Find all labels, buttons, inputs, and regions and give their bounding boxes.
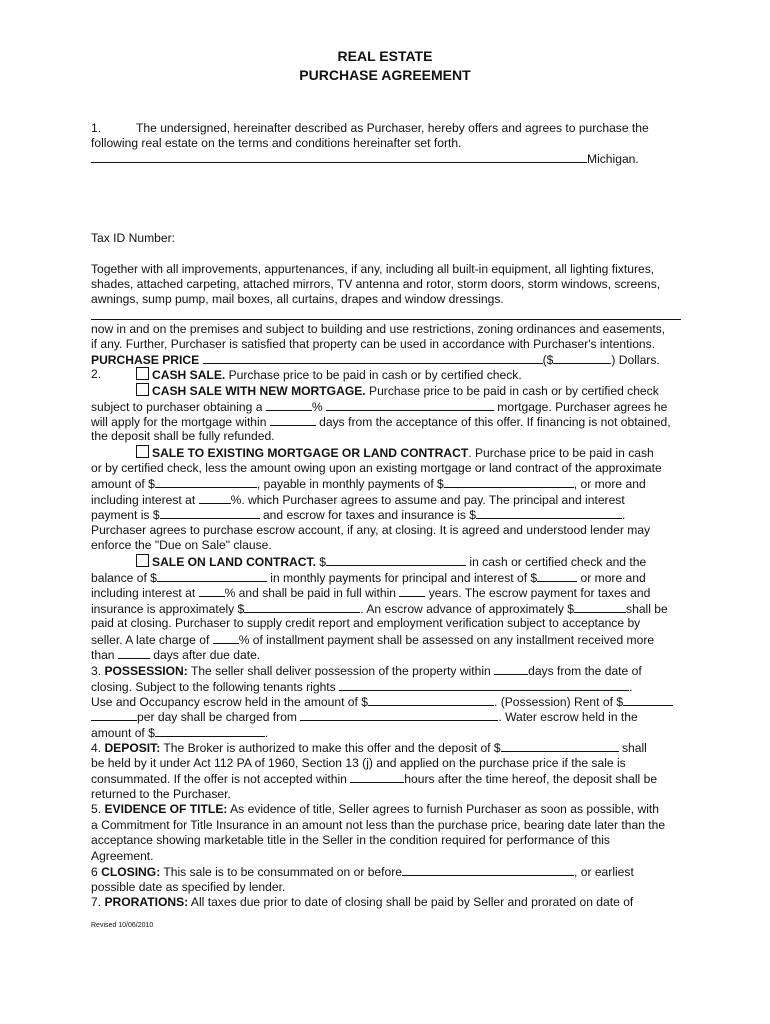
land-contract-line5: paid at closing. Purchaser to supply credit report and employment verification subject to acceptance by [91,616,641,630]
land-contract-line3 [91,585,681,601]
text: or more and [577,571,646,585]
text: 3. [91,664,105,678]
existing-line4 [91,492,681,508]
purchase-price-label: PURCHASE PRICE [91,353,200,367]
text: will apply for the mortgage within [91,415,270,429]
section1-text1: The undersigned, hereinafter described as Purchaser, hereby offers and agrees to purchase the [136,121,649,135]
text: . [264,726,269,740]
title-evidence-line4: Agreement. [91,849,154,863]
text: %. which Purchaser agrees to assume and pay. The principal and interest [230,493,625,507]
text: , or more and [573,477,646,491]
deposit-heading: DEPOSIT: [104,741,161,755]
text: days after due date. [149,648,261,662]
document-title-line1: REAL ESTATE [337,48,433,64]
tenants-rights-field[interactable] [339,679,629,691]
text: balance of $ [91,571,157,585]
together-line2: shades, attached carpeting, attached mirrors, TV antenna and rotor, storm doors, storm windows, screens, [91,277,661,291]
lc-escrow-advance-field[interactable] [574,601,626,613]
cash-sale-heading: CASH SALE. [152,368,226,382]
property-address-field[interactable] [91,151,587,163]
existing-mortgage-text: . Purchase price to be paid in cash [468,446,654,460]
text: 5. [91,802,105,816]
monthly-payment-field[interactable] [444,476,574,488]
existing-line3 [91,476,681,492]
text: Use and Occupancy escrow held in the amount of $ [91,695,368,709]
purchase-price-line [91,352,681,368]
document-title-line2: PURCHASE AGREEMENT [299,67,471,83]
text: amount of $ [91,477,155,491]
text: % and shall be paid in full within [224,586,400,600]
text: % of installment payment shall be assessed on any installment received more [238,633,655,647]
text: $ [315,555,327,569]
possession-line3 [91,694,681,710]
separator-line [91,319,681,320]
together-line3: awnings, sump pump, mail boxes, all curtains, drapes and window dressings. [91,292,504,306]
escrow-amount-field[interactable] [476,507,622,519]
possession-line1 [91,663,681,679]
land-contract-line7 [91,647,681,663]
new-mortgage-line2 [91,399,681,415]
text: shall [618,741,647,755]
text: . [629,680,633,694]
text: . [622,508,626,522]
approx-amount-field[interactable] [155,476,257,488]
existing-line6: Purchaser agrees to purchase escrow account, if any, at closing. It is agreed and understood lender may [91,523,651,537]
occupancy-escrow-field[interactable] [368,694,494,706]
new-mortgage-line4: the deposit shall be fully refunded. [91,429,275,443]
cash-sale-line [91,367,681,382]
lc-cash-field[interactable] [326,554,466,566]
interest-rate-field[interactable] [199,492,231,504]
tax-id-label: Tax ID Number: [91,231,176,245]
late-charge-field[interactable] [213,632,239,644]
mortgage-percent-field[interactable] [266,399,312,411]
lc-years-field[interactable] [399,585,425,597]
text: 4. [91,741,105,755]
text: closing. Subject to the following tenants rights [91,680,340,694]
dollars-label: ) Dollars. [611,353,660,367]
text: days from the acceptance of this offer. If financing is not obtained, [315,415,671,429]
existing-mortgage-checkbox[interactable] [136,445,149,458]
prorations-heading: PRORATIONS: [104,895,189,909]
possession-days-field[interactable] [494,663,528,675]
new-mortgage-checkbox[interactable] [136,383,149,396]
text: shall be [626,602,668,616]
text: insurance is approximately $ [91,602,245,616]
existing-line7: enforce the "Due on Sale" clause. [91,538,272,552]
lc-balance-field[interactable] [157,570,267,582]
existing-mortgage-heading: SALE TO EXISTING MORTGAGE OR LAND CONTRACT [152,446,469,460]
closing-date-field[interactable] [402,864,574,876]
land-contract-line4 [91,601,681,617]
purchase-price-amount-field[interactable] [553,352,611,364]
section2-number: 2. [91,367,102,381]
closing-line1 [91,864,681,880]
text: . An escrow advance of approximately $ [360,602,575,616]
land-contract-checkbox[interactable] [136,554,149,567]
possession-heading: POSSESSION: [104,664,188,678]
text: amount of $ [91,726,155,740]
text: mortgage. Purchaser agrees he [493,400,668,414]
text: subject to purchaser obtaining a [91,400,266,414]
lc-insurance-field[interactable] [244,601,360,613]
section1-line3 [91,151,681,167]
section1-line2: following real estate on the terms and conditions hereinafter set forth. [91,136,462,150]
possession-line2 [91,679,681,695]
text: This sale is to be consummated on or before [160,865,402,879]
new-mortgage-text: Purchase price to be paid in cash or by certified check [365,384,659,398]
rent-per-day-field[interactable] [91,709,137,721]
evidence-of-title-heading: EVIDENCE OF TITLE: [104,802,228,816]
existing-line5 [91,507,681,523]
text: The Broker is authorized to make this offer and the deposit of $ [160,741,501,755]
purchase-price-paren: ($ [542,353,554,367]
prorations-line1 [91,895,681,910]
text: . (Possession) Rent of $ [493,695,624,709]
text: including interest at [91,493,199,507]
possession-line4 [91,709,681,725]
text: years. The escrow payment for taxes and [425,586,651,600]
text: 6 [91,865,102,879]
text: days from the date of [528,664,642,678]
text: in monthly payments for principal and interest of $ [266,571,538,585]
text: As evidence of title, Seller agrees to furnish Purchaser as soon as possible, with [227,802,659,816]
text: 7. [91,895,105,909]
premises-line1: now in and on the premises and subject to building and use restrictions, zoning ordinances and easements, [91,322,666,336]
existing-line2: or by certified check, less the amount owing upon an existing mortgage or land contract of the approximate [91,461,662,475]
premises-line2: if any. Further, Purchaser is satisfied that property can be used in accordance with Purchaser's intentions. [91,337,656,351]
rent-from-field[interactable] [300,709,498,721]
closing-line2: possible date as specified by lender. [91,880,286,894]
closing-heading: CLOSING: [101,865,161,879]
text: in cash or certified check and the [466,555,647,569]
deposit-line2: be held by it under Act 112 PA of 1960, Section 13 (j) and applied on the purchase price if the sale is [91,756,626,770]
text: . Water escrow held in the [498,710,638,724]
title-evidence-line1 [91,802,681,817]
text: % [311,400,326,414]
together-line1: Together with all improvements, appurtenances, if any, including all built-in equipment, all lighting fixtures, [91,262,655,276]
purchase-price-words-field[interactable] [203,352,543,364]
text: , payable in monthly payments of $ [256,477,444,491]
late-days-field[interactable] [118,647,150,659]
mortgage-days-field[interactable] [270,414,316,426]
text: The seller shall deliver possession of the property within [187,664,495,678]
cash-sale-text: Purchase price to be paid in cash or by certified check. [225,368,522,382]
pi-payment-field[interactable] [160,507,260,519]
deposit-amount-field[interactable] [501,740,619,752]
deposit-line4: returned to the Purchaser. [91,787,231,801]
cash-sale-checkbox[interactable] [136,367,149,380]
rent-field[interactable] [623,694,673,706]
section1-number: 1. [91,121,102,135]
text: payment is $ [91,508,160,522]
title-evidence-line2: a Commitment for Title Insurance in an amount not less than the purchase price, bearing date later than the [91,818,666,832]
text: including interest at [91,586,199,600]
lc-interest-field[interactable] [199,585,225,597]
text: , or earliest [574,865,634,879]
new-mortgage-heading: CASH SALE WITH NEW MORTGAGE. [152,384,366,398]
deposit-line3 [91,771,681,787]
text: All taxes due prior to date of closing shall be paid by Seller and prorated on date of [188,895,634,909]
land-contract-heading: SALE ON LAND CONTRACT. [152,555,316,569]
land-contract-line2 [91,570,681,586]
revision-footer: Revised 10/06/2010 [91,922,154,929]
text: and escrow for taxes and insurance is $ [259,508,477,522]
land-contract-line6 [91,632,681,648]
text: hours after the time hereof, the deposit shall be [404,772,658,786]
possession-line5 [91,725,681,741]
mortgage-type-field[interactable] [326,399,494,411]
title-evidence-line3: acceptance showing marketable title in the Seller in the condition required for performance of this [91,833,610,847]
text: seller. A late charge of [91,633,213,647]
deposit-line1 [91,740,681,756]
text: than [91,648,118,662]
michigan-label: Michigan. [587,152,639,166]
water-escrow-field[interactable] [155,725,265,737]
text: consummated. If the offer is not accepted within [91,772,351,786]
section1-line1 [91,121,681,136]
text: per day shall be charged from [137,710,301,724]
acceptance-hours-field[interactable] [350,771,404,783]
new-mortgage-line3 [91,414,681,430]
lc-monthly-field[interactable] [537,570,577,582]
